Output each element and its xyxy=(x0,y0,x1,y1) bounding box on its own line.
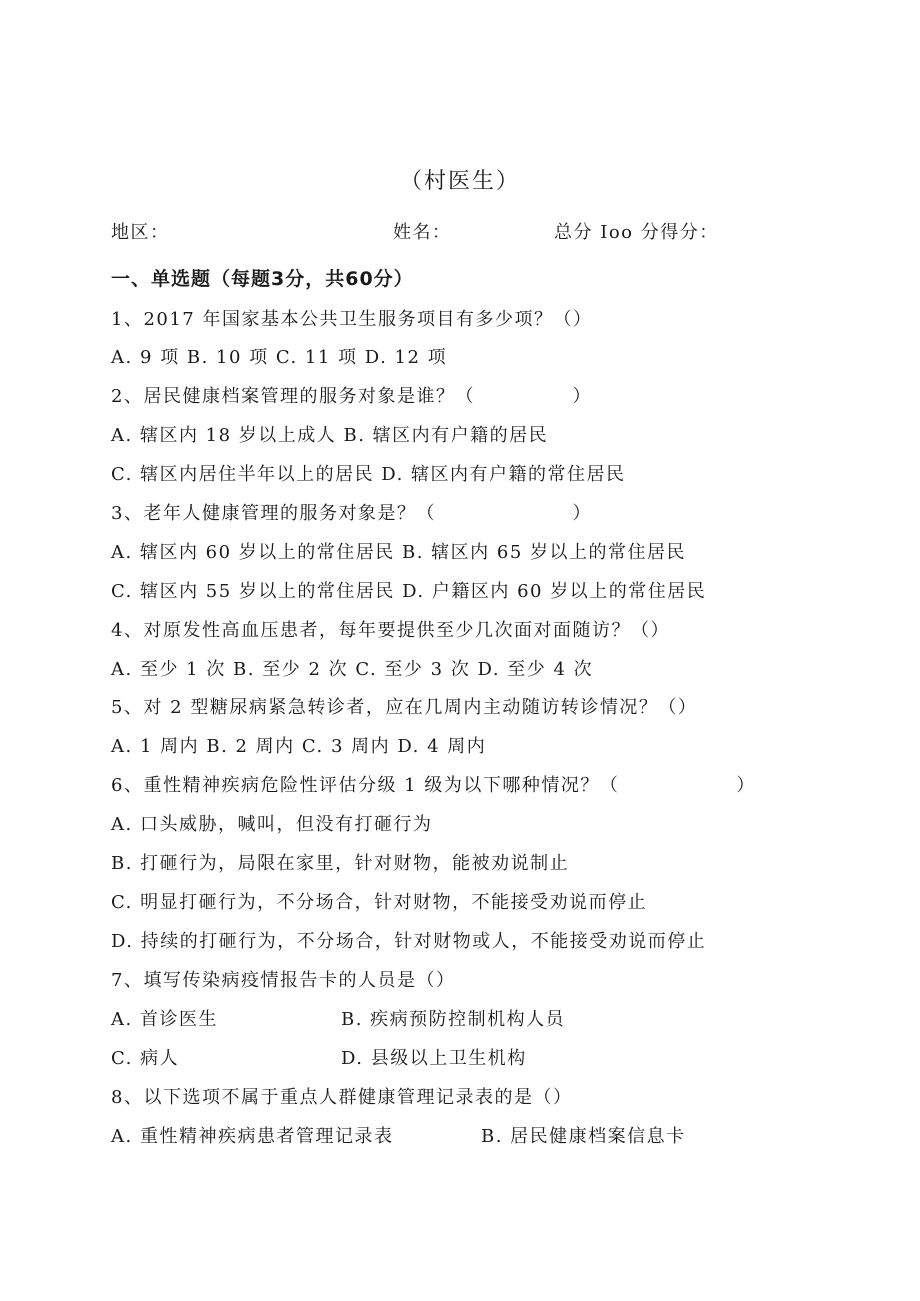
question-7-option-b: B. 疾病预防控制机构人员 xyxy=(341,1009,566,1030)
score-label: 总分 Ioo 分得分： xyxy=(554,222,719,243)
question-8-option-b: B. 居民健康档案信息卡 xyxy=(481,1126,686,1147)
question-7-option-d: D. 县级以上卫生机构 xyxy=(341,1048,527,1069)
question-8-stem: 8、以下选项不属于重点人群健康管理记录表的是（） xyxy=(111,1087,573,1108)
question-3-stem: 3、老年人健康管理的服务对象是？（ ） xyxy=(111,503,592,524)
question-1-stem: 1、2017 年国家基本公共卫生服务项目有多少项？（） xyxy=(111,309,593,330)
question-6-option-c: C. 明显打砸行为，不分场合，针对财物，不能接受劝说而停止 xyxy=(111,892,648,913)
question-6-option-a: A. 口头威胁，喊叫，但没有打砸行为 xyxy=(111,814,433,835)
question-3-options-ab: A. 辖区内 60 岁以上的常住居民 B. 辖区内 65 岁以上的常住居民 xyxy=(111,542,687,563)
question-8-option-a: A. 重性精神疾病患者管理记录表 xyxy=(111,1126,394,1147)
question-2-stem: 2、居民健康档案管理的服务对象是谁？（ ） xyxy=(111,386,592,407)
page-title: （村医生） xyxy=(399,169,520,194)
question-7-option-c: C. 病人 xyxy=(111,1048,180,1069)
question-2-options-cd: C. 辖区内居住半年以上的居民 D. 辖区内有户籍的常住居民 xyxy=(111,464,626,485)
question-6-stem: 6、重性精神疾病危险性评估分级 1 级为以下哪种情况？（ ） xyxy=(111,775,756,796)
question-6-option-b: B. 打砸行为，局限在家里，针对财物，能被劝说制止 xyxy=(111,853,570,874)
section-heading: 一、单选题（每题3分，共60分） xyxy=(111,268,414,290)
question-3-options-cd: C. 辖区内 55 岁以上的常住居民 D. 户籍区内 60 岁以上的常住居民 xyxy=(111,581,707,602)
question-5-options: A. 1 周内 B. 2 周内 C. 3 周内 D. 4 周内 xyxy=(111,736,487,757)
question-7-option-a: A. 首诊医生 xyxy=(111,1009,218,1030)
question-7-stem: 7、填写传染病疫情报告卡的人员是（） xyxy=(111,970,456,991)
region-label: 地区： xyxy=(111,222,170,243)
question-4-stem: 4、对原发性高血压患者，每年要提供至少几次面对面随访？（） xyxy=(111,620,670,641)
name-label: 姓名： xyxy=(393,222,452,243)
question-1-options: A. 9 项 B. 10 项 C. 11 项 D. 12 项 xyxy=(111,347,448,368)
question-5-stem: 5、对 2 型糖尿病紧急转诊者，应在几周内主动随访转诊情况？（） xyxy=(111,697,698,718)
question-2-options-ab: A. 辖区内 18 岁以上成人 B. 辖区内有户籍的居民 xyxy=(111,425,549,446)
question-6-option-d: D. 持续的打砸行为，不分场合，针对财物或人，不能接受劝说而停止 xyxy=(111,931,707,952)
question-4-options: A. 至少 1 次 B. 至少 2 次 C. 至少 3 次 D. 至少 4 次 xyxy=(111,659,594,680)
